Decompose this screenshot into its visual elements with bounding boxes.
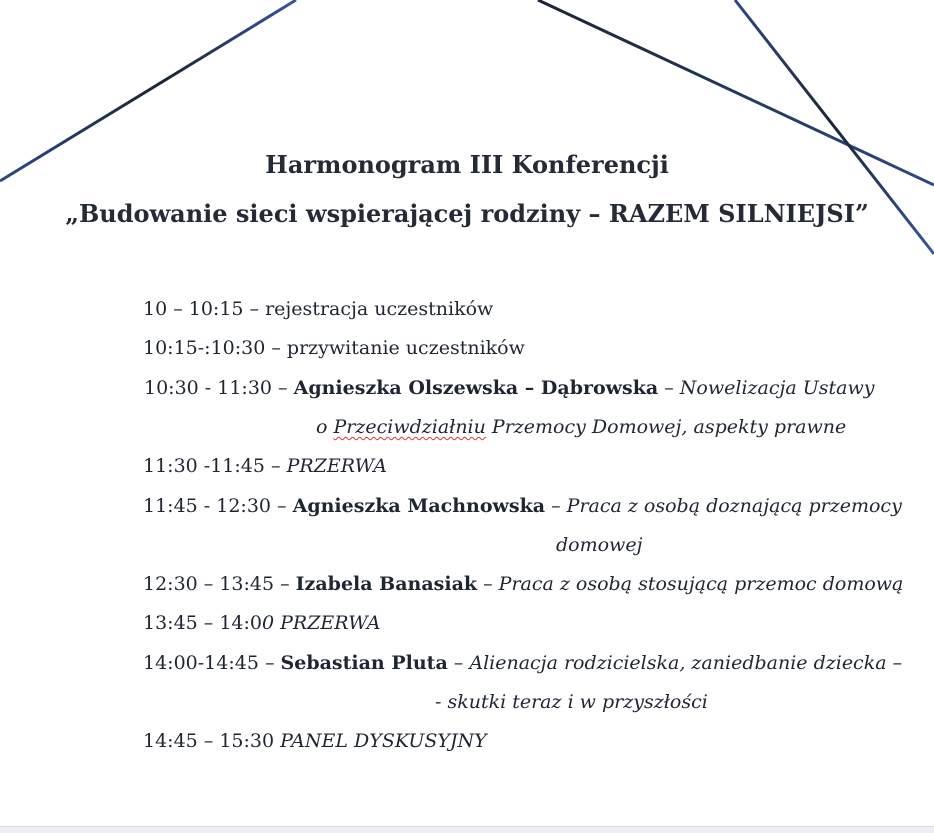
speaker-name: Izabela Banasiak <box>295 573 478 595</box>
schedule-item <box>143 494 902 518</box>
talk-topic: Alienacja rodzicielska, zaniedbanie dziecka – <box>469 652 903 674</box>
separator: – <box>658 377 680 399</box>
topic-rest: Przemocy Domowej, aspekty prawne <box>485 416 847 438</box>
spellcheck-word[interactable]: Przeciwdziałniu <box>333 416 486 438</box>
schedule-time: 11:45 - 12:30 – <box>143 495 293 517</box>
break-label: PRZERWA <box>286 455 387 477</box>
schedule-item <box>143 297 493 321</box>
schedule-time: 10:30 - 11:30 – <box>144 377 294 399</box>
schedule-text: przywitanie uczestników <box>286 337 525 359</box>
schedule-item <box>144 376 874 400</box>
talk-topic-continued <box>316 415 846 439</box>
talk-topic: Praca z osobą doznającą przemocy <box>566 495 902 517</box>
speaker-name: Sebastian Pluta <box>280 652 448 674</box>
schedule-time: 10:15-:10:30 – <box>143 337 287 359</box>
talk-topic-continued: domowej <box>556 534 643 556</box>
speaker-name: Agnieszka Olszewska – Dąbrowska <box>293 377 659 399</box>
schedule-item <box>143 454 387 478</box>
schedule-time: 11:30 -11:45 – <box>143 455 287 477</box>
break-label: 0 PRZERWA <box>262 612 381 634</box>
speaker-name: Agnieszka Machnowska <box>292 495 546 517</box>
schedule-item <box>143 729 487 753</box>
schedule-time: 13:45 – 14:0 <box>143 612 263 634</box>
separator: – <box>545 495 567 517</box>
schedule-item <box>143 611 381 635</box>
schedule-time: 12:30 – 13:45 – <box>143 573 296 595</box>
page-subtitle: „Budowanie sieci wspierającej rodziny – RAZEM SILNIEJSI” <box>65 199 869 228</box>
schedule-text: rejestracja uczestników <box>265 298 494 320</box>
talk-topic: Praca z osobą stosującą przemoc domową <box>498 573 904 595</box>
topic-prefix: o <box>316 416 334 438</box>
talk-topic-continued: - skutki teraz i w przyszłości <box>435 691 708 713</box>
separator: – <box>447 652 470 674</box>
schedule-item <box>143 651 902 675</box>
talk-topic: Nowelizacja Ustawy <box>679 377 875 399</box>
panel-label: PANEL DYSKUSYJNY <box>280 730 487 752</box>
schedule-item <box>143 336 525 360</box>
schedule-item <box>143 572 903 596</box>
schedule-time: 14:00-14:45 – <box>143 652 281 674</box>
schedule-time: 10 – 10:15 – <box>143 298 266 320</box>
schedule-time: 14:45 – 15:30 <box>143 730 281 752</box>
separator: – <box>477 573 499 595</box>
page-title: Harmonogram III Konferencji <box>265 150 669 179</box>
